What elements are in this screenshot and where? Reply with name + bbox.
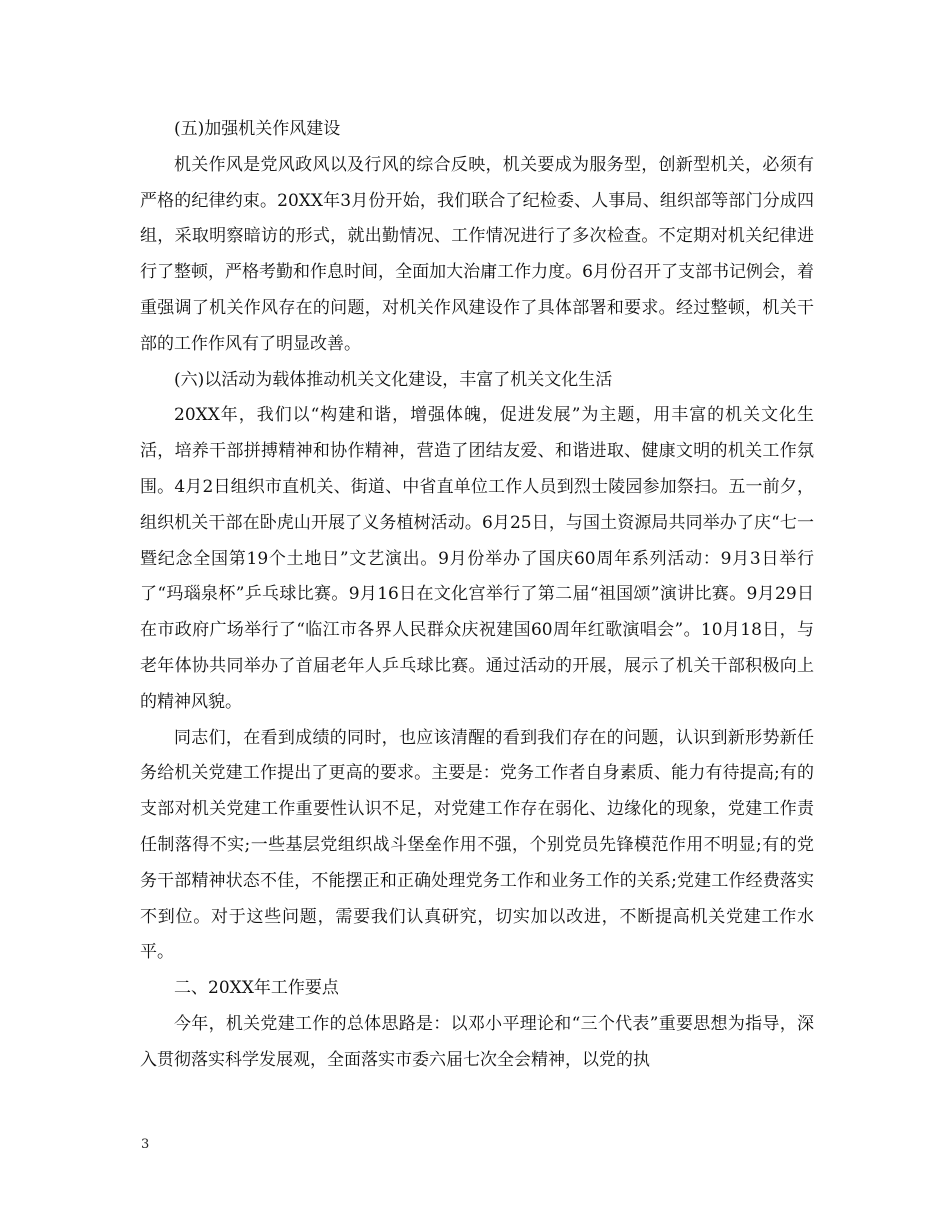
section-heading-6: (六)以活动为载体推动机关文化建设，丰富了机关文化生活 — [174, 369, 613, 390]
section-heading-work-points: 二、20XX年工作要点 — [174, 978, 339, 999]
section-heading-5: (五)加强机关作风建设 — [174, 119, 341, 139]
document-body — [140, 112, 814, 1079]
paragraph-problems: 同志们，在看到成绩的同时，也应该清醒的看到我们存在的问题，认识到新形势新任务给机关党建工作提出了更高的要求。主要是：党务工作者自身素质、能力有待提高;有的支部对机关党建工作重要性认识不足，对党建工作存在弱化、边缘化的现象，党建工作责任制落得不实;一些基层党组织战斗堡垒作用不强，个别党员先锋模范作用不明显;有的党务干部精神状态不佳，不能摆正和正确处理党务工作和业务工作的关系;党建工作经费落实不到位。对于这些问题，需要我们认真研究，切实加以改进，不断提高机关党建工作水平。 — [140, 727, 814, 963]
paragraph-culture-activities: 20XX年，我们以“构建和谐，增强体魄，促进发展”为主题，用丰富的机关文化生活，培养干部拼搏精神和协作精神，营造了团结友爱、和谐进取、健康文明的机关工作氛围。4月2日组织市直机关、街道、中省直单位工作人员到烈士陵园参加祭扫。五一前夕，组织机关干部在卧虎山开展了义务植树活动。6月25日，与国土资源局共同举办了庆“七一暨纪念全国第19个土地日”文艺演出。9月份举办了国庆60周年系列活动：9月3日举行了“玛瑙泉杯”乒乓球比赛。9月16日在文化宫举行了第二届“祖国颂”演讲比赛。9月29日在市政府广场举行了“临江市各界人民群众庆祝建国60周年红歌演唱会”。10月18日，与老年体协共同举办了首届老年人乒乓球比赛。通过活动的开展，展示了机关干部积极向上的精神风貌。 — [140, 405, 814, 712]
paragraph-work-points: 今年，机关党建工作的总体思路是：以邓小平理论和“三个代表”重要思想为指导，深入贯彻落实科学发展观，全面落实市委六届七次全会精神，以党的执 — [140, 1013, 814, 1070]
page-number: 3 — [141, 1137, 150, 1152]
paragraph-work-style: 机关作风是党风政风以及行风的综合反映，机关要成为服务型，创新型机关，必须有严格的纪律约束。20XX年3月份开始，我们联合了纪检委、人事局、组织部等部门分成四组，采取明察暗访的形式，就出勤情况、工作情况进行了多次检查。不定期对机关纪律进行了整顿，严格考勤和作息时间，全面加大治庸工作力度。6月份召开了支部书记例会，着重强调了机关作风存在的问题，对机关作风建设作了具体部署和要求。经过整顿，机关干部的工作作风有了明显改善。 — [140, 154, 814, 354]
